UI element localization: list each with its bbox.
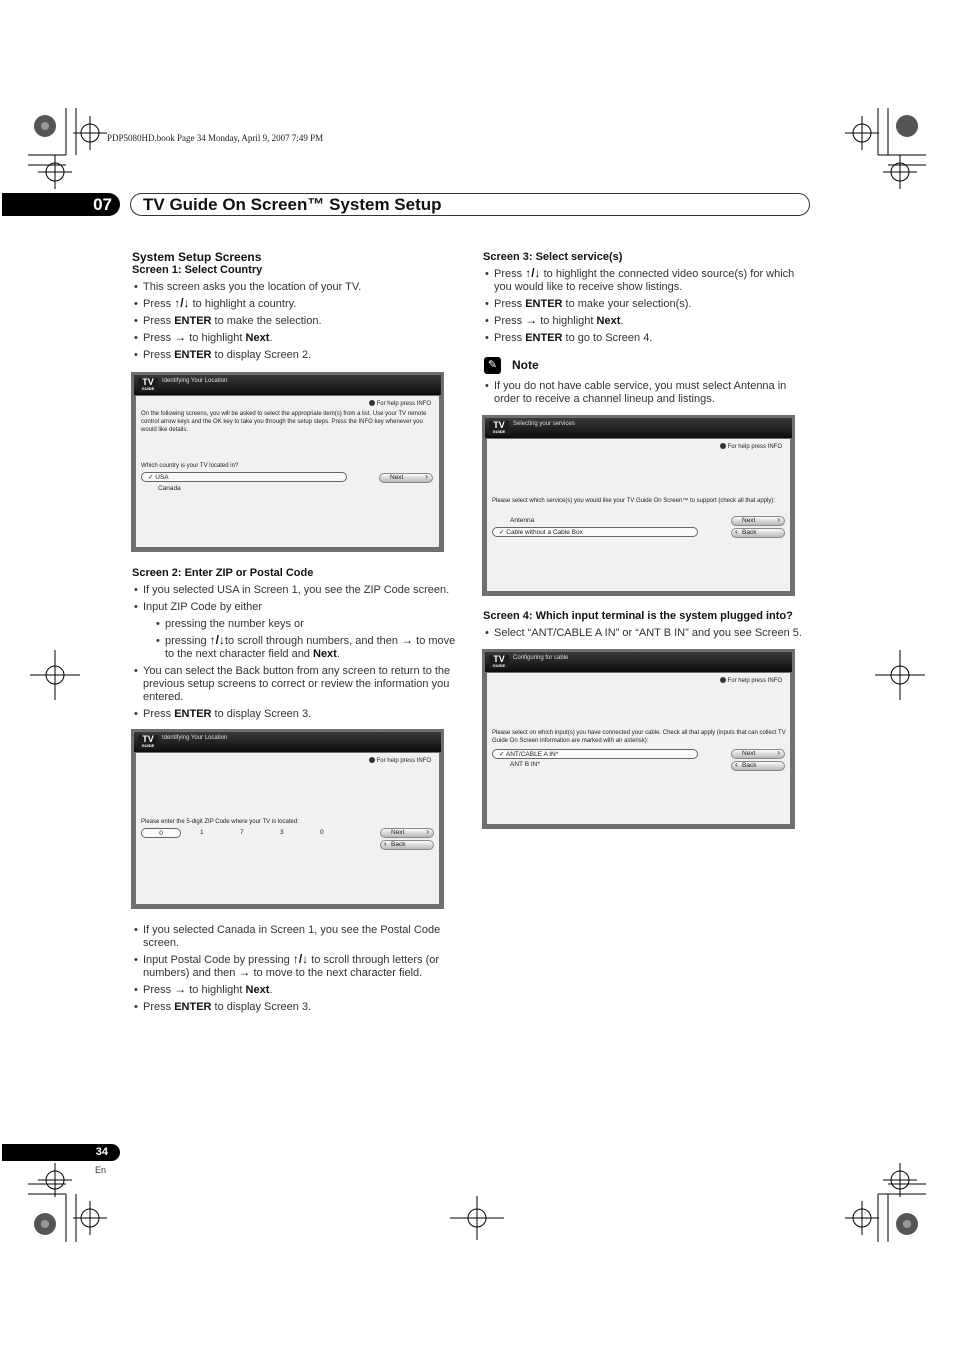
- tv-question: Please select on which input(s) you have connected your cable. Check all that apply (inputs that can collect TV Guide On Screen information are marked with an asterisk):: [492, 730, 786, 744]
- list-item: • This screen asks you the location of your TV.: [132, 281, 462, 294]
- list-item: • Press ↑/↓ to highlight a country.: [132, 298, 462, 311]
- list-item: • Press ENTER to make the selection.: [132, 315, 462, 328]
- note-title: Note: [512, 358, 539, 372]
- option-usa[interactable]: ✓ USA: [141, 472, 347, 482]
- sub-bullets: [154, 618, 462, 661]
- right-arrow-icon: →: [401, 633, 414, 647]
- tv-next-button[interactable]: Next ›: [731, 516, 785, 526]
- tv-guide-logo: TV GUIDE: [489, 421, 509, 435]
- tv-screen-title: Identifying Your Location: [162, 735, 228, 741]
- list-item: • Press → to highlight Next.: [132, 984, 462, 997]
- up-down-arrow-icon: ↑/↓: [292, 952, 309, 966]
- tv-question: Please select which service(s) you would like your TV Guide On Screen™ to support (check all that apply):: [492, 498, 776, 504]
- tv-instructions: On the following screens, you will be asked to select the appropriate item(s) from a list. Use your TV remote control arrow keys and the OK key to take you through the setup steps. Press the INFO key whenever you would like details.: [141, 411, 427, 433]
- list-item: • Press ENTER to display Screen 2.: [132, 349, 462, 362]
- tv-next-button[interactable]: Next ›: [379, 473, 433, 483]
- right-arrow-icon: →: [174, 330, 187, 344]
- page-language: En: [95, 1165, 107, 1175]
- list-item: • Input ZIP Code by either • pressing the number keys or • pressing ↑/↓to scroll through numbers, and then → to move to the next character field and Next.: [132, 601, 462, 661]
- zip-digit-1[interactable]: 0: [141, 828, 181, 838]
- section-heading: System Setup Screens: [132, 250, 262, 264]
- tv-question: Please enter the 5-digit ZIP Code where your TV is located:: [141, 819, 299, 825]
- list-item: • Press ENTER to go to Screen 4.: [483, 332, 813, 345]
- screen3-bullets: [483, 268, 813, 345]
- info-icon: [369, 400, 375, 406]
- info-icon: [720, 443, 726, 449]
- screen1-bullets: [132, 281, 462, 362]
- tv-back-button[interactable]: ‹ Back: [731, 761, 785, 771]
- help-hint: For help press INFO: [369, 757, 431, 764]
- tv-guide-logo: TV GUIDE: [138, 735, 158, 749]
- page-number: 34: [2, 1144, 120, 1161]
- right-column-screen3: [483, 251, 813, 349]
- option-antenna[interactable]: Antenna: [510, 517, 535, 524]
- chapter-number: 07: [2, 193, 120, 216]
- tv-screen-title: Identifying Your Location: [162, 378, 228, 384]
- list-item: • If you do not have cable service, you must select Antenna in order to receive a channel lineup and listings.: [483, 380, 813, 406]
- right-arrow-icon: →: [525, 313, 538, 327]
- list-item: • Press ENTER to display Screen 3.: [132, 708, 462, 721]
- up-down-arrow-icon: ↑/↓: [525, 266, 541, 280]
- zip-digit-4[interactable]: 3: [280, 829, 284, 836]
- file-info: PDP5080HD.book Page 34 Monday, April 9, 2007 7:49 PM: [107, 133, 324, 143]
- help-hint: For help press INFO: [720, 677, 782, 684]
- list-item: • Press ENTER to display Screen 3.: [132, 1001, 462, 1014]
- right-column-screen4: [483, 610, 823, 644]
- left-column-screen1: [132, 251, 462, 366]
- note-body: [483, 380, 813, 410]
- list-item: • Press → to highlight Next.: [132, 332, 462, 345]
- tv-screen-input: [482, 649, 795, 829]
- tv-screen-country: [131, 372, 444, 552]
- info-icon: [720, 677, 726, 683]
- left-column-screen2: [132, 567, 462, 725]
- list-item: • Press ↑/↓ to highlight the connected video source(s) for which you would like to receive show listings.: [483, 268, 813, 294]
- list-item: • If you selected Canada in Screen 1, you see the Postal Code screen.: [132, 924, 462, 950]
- tv-screen-zip: [131, 729, 444, 909]
- list-item: • Press ENTER to make your selection(s).: [483, 298, 813, 311]
- tv-next-button[interactable]: Next ›: [380, 828, 434, 838]
- tv-back-button[interactable]: ‹ Back: [731, 528, 785, 538]
- tv-screen-title: Configuring for cable: [513, 655, 569, 661]
- postal-bullets: [132, 924, 462, 1014]
- list-item: • Input Postal Code by pressing ↑/↓ to scroll through letters (or numbers) and then → to move to the next character field.: [132, 954, 462, 980]
- screen4-title: Screen 4: Which input terminal is the system plugged into?: [483, 610, 793, 622]
- zip-digit-5[interactable]: 0: [320, 829, 324, 836]
- up-down-arrow-icon: ↑/↓: [174, 296, 190, 310]
- help-hint: For help press INFO: [369, 400, 431, 407]
- tv-question: Which country is your TV located in?: [141, 463, 239, 469]
- list-item: • Press → to highlight Next.: [483, 315, 813, 328]
- tv-screen-services: [482, 415, 795, 596]
- screen1-title: Screen 1: Select Country: [132, 264, 263, 276]
- screen2-bullets: [132, 584, 462, 721]
- tv-guide-logo: TV GUIDE: [489, 655, 509, 669]
- chapter-title: TV Guide On Screen™ System Setup: [130, 193, 810, 216]
- right-arrow-icon: →: [238, 965, 251, 979]
- tv-screen-title: Selecting your services: [513, 421, 575, 427]
- option-ant-cable-a[interactable]: ✓ ANT/CABLE A IN*: [492, 749, 698, 759]
- list-item: • If you selected USA in Screen 1, you see the ZIP Code screen.: [132, 584, 462, 597]
- help-hint: For help press INFO: [720, 443, 782, 450]
- screen3-title: Screen 3: Select service(s): [483, 251, 623, 263]
- option-cable[interactable]: ✓ Cable without a Cable Box: [492, 527, 698, 537]
- zip-digit-3[interactable]: 7: [240, 829, 244, 836]
- option-ant-b[interactable]: ANT B IN*: [510, 761, 540, 768]
- zip-digit-2[interactable]: 1: [200, 829, 204, 836]
- tv-back-button[interactable]: ‹ Back: [380, 840, 434, 850]
- list-item: • Select “ANT/CABLE A IN” or “ANT B IN” and you see Screen 5.: [483, 627, 823, 640]
- list-item: • You can select the Back button from any screen to return to the previous setup screens to correct or review the information you entered.: [132, 665, 462, 704]
- note-pencil-icon: ✎: [484, 357, 501, 374]
- info-icon: [369, 757, 375, 763]
- list-item: • pressing ↑/↓to scroll through numbers, and then → to move to the next character field and Next.: [154, 635, 462, 661]
- screen2-title: Screen 2: Enter ZIP or Postal Code: [132, 567, 314, 579]
- left-column-postal: [132, 924, 462, 1018]
- tv-guide-logo: TV GUIDE: [138, 378, 158, 392]
- option-canada[interactable]: Canada: [158, 485, 181, 492]
- right-arrow-icon: →: [174, 982, 187, 996]
- tv-next-button[interactable]: Next ›: [731, 749, 785, 759]
- list-item: • pressing the number keys or: [154, 618, 462, 631]
- up-down-arrow-icon: ↑/↓: [209, 633, 225, 647]
